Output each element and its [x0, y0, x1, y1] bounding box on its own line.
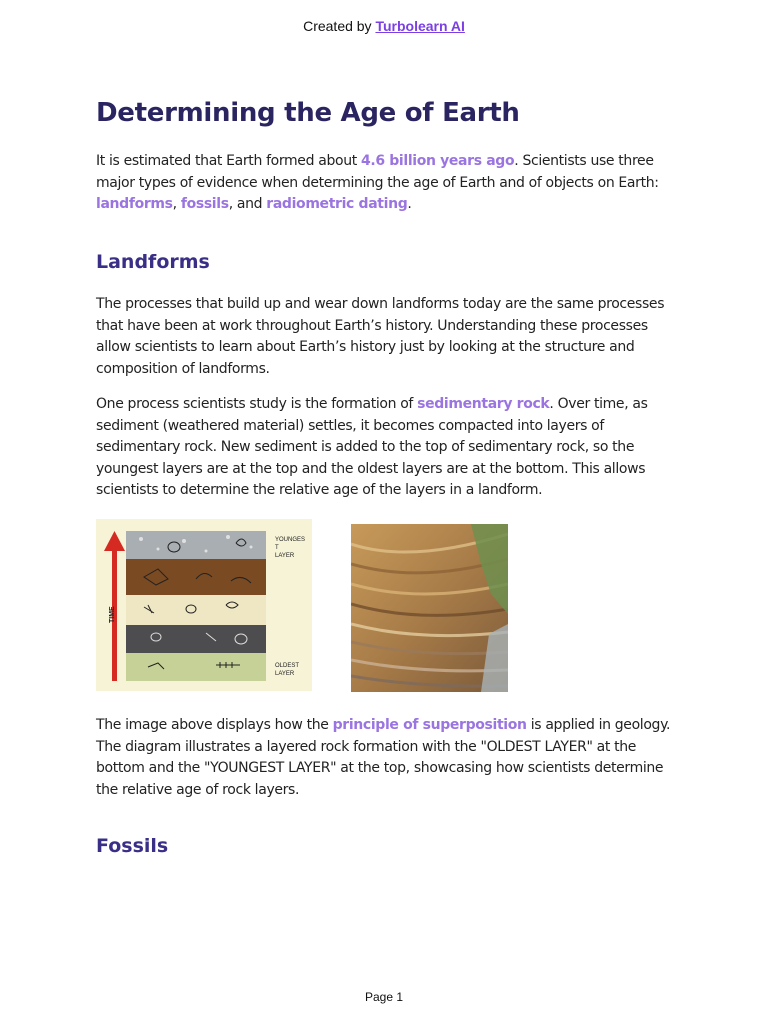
- page-number: Page 1: [364, 990, 404, 1004]
- section-heading-landforms: Landforms: [96, 251, 210, 273]
- layer-gray-top: [126, 531, 266, 559]
- layer-brown: [126, 559, 266, 595]
- oldest-label-line-1: OLDEST: [275, 663, 300, 669]
- created-by-text: Created by: [303, 18, 376, 34]
- created-by-header: [0, 18, 768, 34]
- youngest-label-line-2: T: [275, 545, 279, 551]
- highlight-sedimentary-rock: sedimentary rock: [417, 396, 550, 412]
- landforms-paragraph-2: One process scientists study is the formation of sedimentary rock. Over time, as sediment (weathered material) settles, it becomes compacted into layers of sedimentary rock. New sediment is added to the top of sedimentary rock, so the youngest layers are at the top and the oldest layers are at the bottom. This allows scientists to determine the relative age of the layers in a landform.: [96, 396, 648, 498]
- superposition-paragraph: The image above displays how the principle of superposition is applied in geology. The diagram illustrates a layered rock formation with the "OLDEST LAYER" at the bottom and the "YOUNGEST LAYER" at the top, showcasing how scientists determine the relative age of rock layers.: [96, 717, 671, 798]
- highlight-4-6-billion: 4.6 billion years ago: [360, 153, 515, 169]
- landforms-paragraph-1: The processes that build up and wear down landforms today are the same processes that have been at work throughout Earth’s history. Understanding these processes allow scientists to learn about Earth’s history just by looking at the structure and composition of landforms.: [96, 296, 665, 377]
- intro-paragraph: It is estimated that Earth formed about 4.6 billion years ago. Scientists use three major types of evidence when determining the age of Earth and of objects on Earth: landforms, fossils, and radiometric dating.: [96, 153, 659, 212]
- layer-dark-gray: [126, 625, 266, 653]
- layer-green: [126, 653, 266, 681]
- highlight-principle-of-superposition: principle of superposition: [332, 717, 527, 733]
- highlight-fossils: fossils: [180, 196, 229, 212]
- youngest-label-line-1: YOUNGES: [275, 537, 306, 543]
- rock-strata-photo: [351, 524, 508, 692]
- highlight-landforms: landforms: [96, 196, 173, 212]
- time-label: TIME: [109, 606, 116, 623]
- youngest-label-line-3: LAYER: [275, 553, 295, 559]
- oldest-label-line-2: LAYER: [275, 671, 295, 677]
- highlight-radiometric-dating: radiometric dating: [266, 196, 408, 212]
- page-title: Determining the Age of Earth: [96, 98, 520, 128]
- superposition-diagram: [96, 519, 312, 691]
- turbolearn-link[interactable]: Turbolearn AI: [375, 18, 465, 34]
- section-heading-fossils: Fossils: [96, 835, 169, 857]
